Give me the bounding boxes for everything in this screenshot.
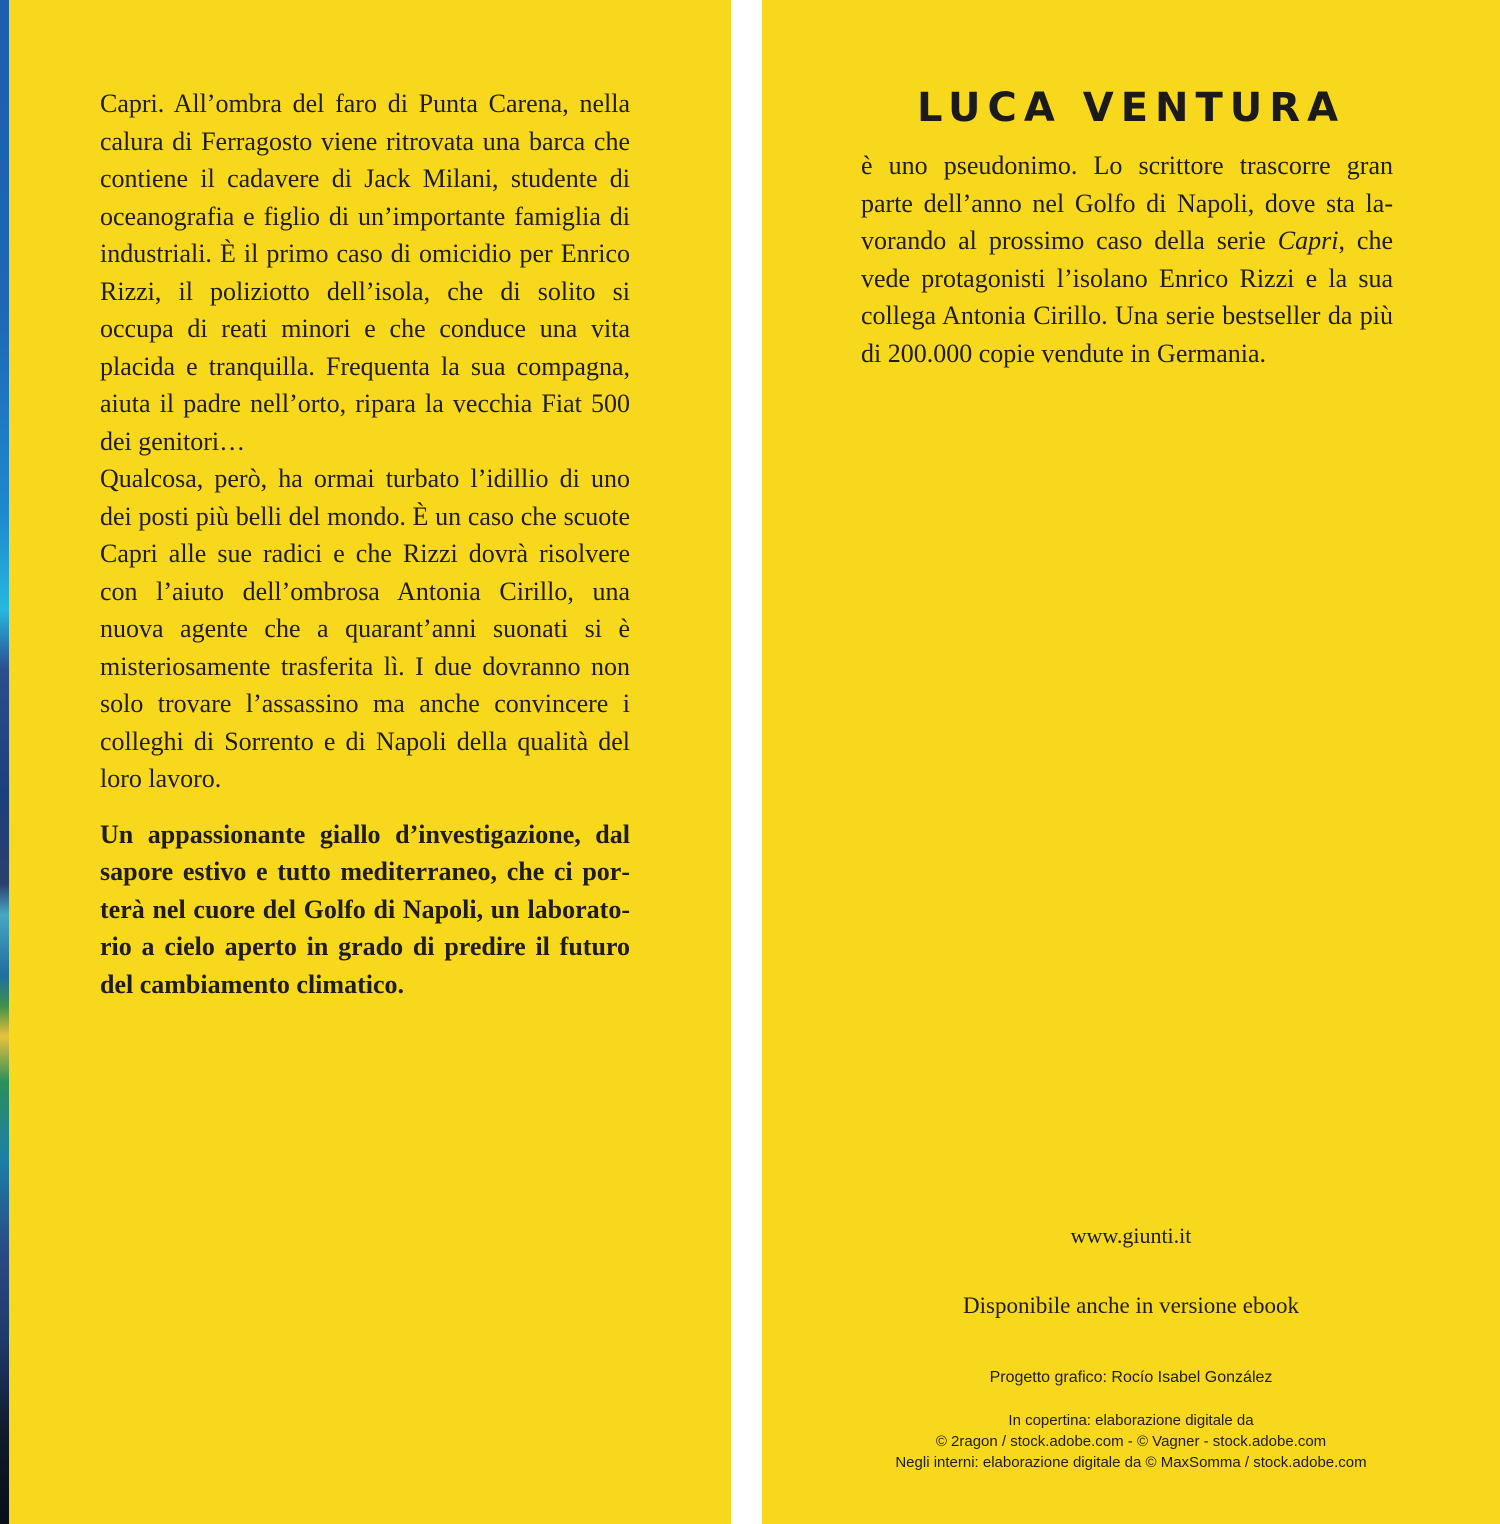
author-name-heading: LUCA VENTURA [916,85,1346,131]
cover-credit-line: © 2ragon / stock.adobe.com - © Vagner - stock.adobe.com [935,1433,1327,1450]
publisher-website: www.giunti.it [1070,1223,1192,1248]
cover-credits [762,1410,1500,1473]
synopsis-paragraph-1: Capri. All’ombra del faro di Punta Carena, nella calura di Ferragosto viene ritrovata una barca che contiene il cadavere di Jack Milani, studente di oceanografia e figlio di un’importante famiglia di industriali. È il primo caso di omicidio per Enrico Rizzi, il poliziotto dell’isola, che di solito si occupa di reati minori e che conduce una vita placida e tranquilla. Frequenta la sua compagna, aiuta il padre nell’orto, ripara la vecchia Fiat 500 dei genitori… [100,89,630,456]
design-credit: Progetto grafico: Rocío Isabel González [989,1369,1273,1386]
cover-credit-line: Negli interni: elaborazione digitale da © MaxSomma / stock.adobe.com [895,1454,1367,1471]
author-bio-series-title: Capri [1277,226,1339,255]
cover-artwork-strip [0,0,9,1524]
author-bio [861,147,1393,372]
synopsis-paragraph-2: Qualcosa, però, ha ormai turbato l’idillio di uno dei posti più belli del mondo. È un caso che scuote Capri alle sue radici e che Rizzi dovrà risolvere con l’aiuto dell’ombrosa Antonia Cirillo, una nuova agente che a quarant’anni suonati si è misteriosamente trasferita lì. I due dovranno non solo trovare l’assassino ma anche convincere i colleghi di Sorrento e di Napoli della qualità del loro lavoro. [100,464,630,793]
cover-credit-line: In copertina: elaborazione digitale da [1008,1412,1254,1429]
author-bio-text-1: è uno pseudonimo. Lo scrittore trascorre gran parte dell’anno nel Golfo di Napoli, dove sta lavorando al prossimo caso della serie [861,151,1393,255]
author-bio-text-2: , che vede protagonisti l’isolano Enrico Rizzi e la sua collega Antonia Cirillo. Una serie bestseller da più di 200.000 copie vendute in Germania. [861,226,1393,368]
synopsis-text [100,85,630,1003]
ebook-availability-note: Disponibile anche in versione ebook [963,1293,1299,1318]
synopsis-tagline: Un appassionante giallo d’investigazione, dal sapore estivo e tutto mediterraneo, che ci porterà nel cuore del Golfo di Napoli, un laboratorio a cielo aperto in grado di predire il futuro del cambiamento climatico. [100,819,630,999]
